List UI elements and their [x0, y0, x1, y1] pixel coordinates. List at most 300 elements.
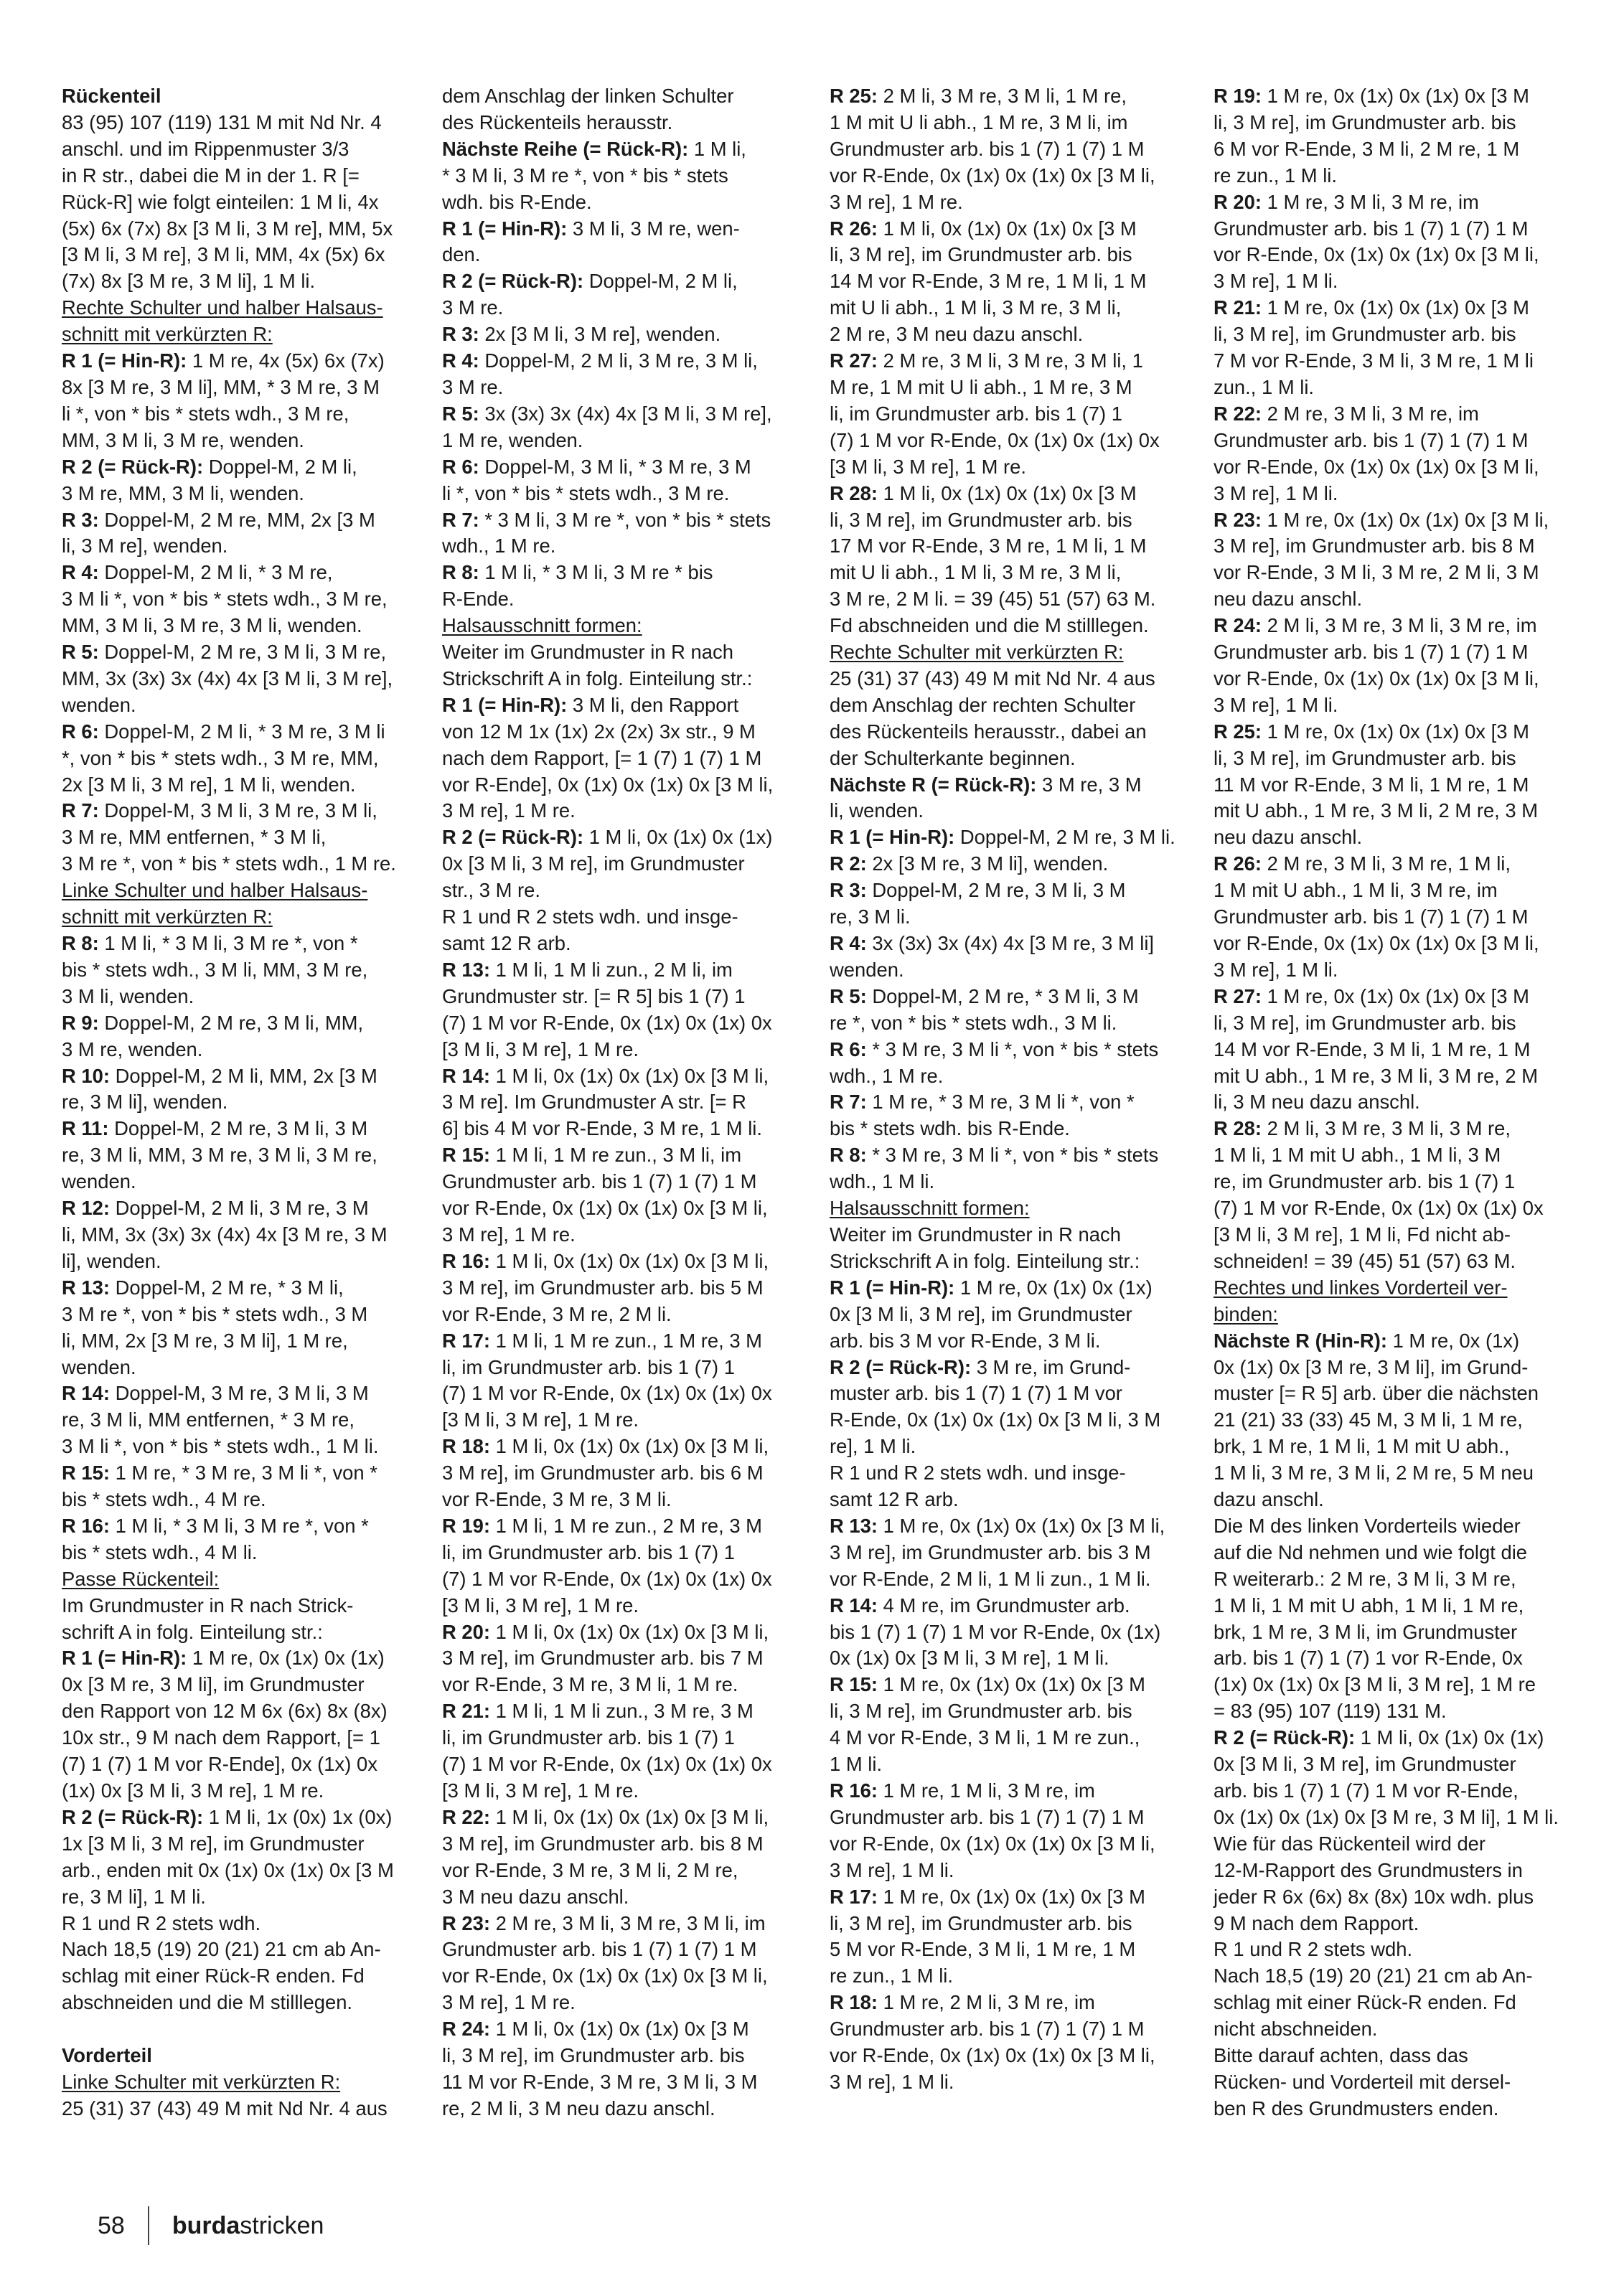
row-label: R 8: [442, 561, 479, 584]
text-line [442, 1116, 773, 1142]
line-text: samt 12 R arb. [442, 932, 571, 954]
line-text: 2x [3 M li, 3 M re], 1 M li, wenden. [62, 773, 356, 796]
line-text: 1 M li, 0x (1x) 0x (1x) 0x [3 M li, [489, 1064, 769, 1087]
line-text: den. [442, 243, 481, 266]
text-line [830, 1302, 1175, 1328]
line-text: Doppel-M, 3 M re, 3 M li, 3 M [109, 1382, 369, 1405]
text-line [442, 348, 773, 375]
row-label: R 1 (= Hin-R): [442, 693, 568, 716]
text-line [1214, 1328, 1559, 1355]
text-line [830, 163, 1175, 189]
row-label: R 6: [62, 720, 99, 743]
line-text: 3 M re], 1 M re. [442, 799, 576, 822]
line-text: (7x) 8x [3 M re, 3 M li], 1 M li. [62, 270, 316, 293]
line-text: 1 M re, 0x (1x) 0x (1x) 0x [3 M [1261, 984, 1529, 1007]
text-line [442, 189, 773, 216]
row-label: R 13: [442, 958, 490, 981]
text-line [830, 1037, 1175, 1063]
line-text: 1 M li, 1 M re zun., 3 M li, im [489, 1144, 742, 1167]
line-text: 1x [3 M li, 3 M re], im Grundmuster [62, 1832, 365, 1855]
text-line [830, 428, 1175, 454]
line-text: 3 M re], im Grundmuster arb. bis 5 M [442, 1276, 764, 1299]
line-text: brk, 1 M re, 3 M li, im Grundmuster [1214, 1620, 1518, 1643]
text-line [442, 639, 773, 666]
row-label: R 16: [830, 1779, 878, 1802]
line-text: li *, von * bis * stets wdh., 3 M re, [62, 402, 349, 425]
line-text: Grundmuster arb. bis 1 (7) 1 (7) 1 M [830, 2018, 1145, 2041]
line-text: 3 M re], 1 M re. [442, 1223, 576, 1246]
line-text: 1 M re, * 3 M re, 3 M li *, von * [866, 1091, 1135, 1114]
line-text: Doppel-M, 2 M re, 3 M li, 3 M [108, 1117, 368, 1140]
line-text: 1 M li, 0x (1x) 0x (1x) [1355, 1726, 1544, 1749]
line-text: 3 M re], 1 M li. [1214, 958, 1338, 981]
line-text: Grundmuster str. [= R 5] bis 1 (7) 1 [442, 984, 746, 1007]
line-text: 4 M re, im Grundmuster arb. [877, 1594, 1130, 1617]
line-text: bis * stets wdh., 3 M li, MM, 3 M re, [62, 958, 368, 981]
line-text: 1 M li, 3 M re, 3 M li, 2 M re, 5 M neu [1214, 1462, 1534, 1485]
text-line [442, 613, 773, 639]
line-text: li, 3 M re], wenden. [62, 535, 228, 557]
line-text: 1 M li. [830, 1753, 883, 1776]
line-text: von 12 M 1x (1x) 2x (2x) 3x str., 9 M [442, 720, 756, 743]
text-line [830, 851, 1175, 878]
text-line [442, 1778, 773, 1805]
row-label: R 26: [1214, 852, 1262, 875]
text-line [62, 1434, 396, 1460]
line-text: 25 (31) 37 (43) 49 M mit Nd Nr. 4 aus [62, 2097, 388, 2119]
line-text: 3 M re], im Grundmuster arb. bis 6 M [442, 1462, 764, 1485]
line-text: wenden. [830, 958, 904, 981]
line-text: 1 M li, * 3 M li, 3 M re * bis [479, 561, 713, 584]
text-line [442, 507, 773, 534]
line-text: 1 M re, * 3 M re, 3 M li *, von * [109, 1462, 377, 1485]
text-line [62, 1778, 396, 1805]
line-text: li, 3 M re], im Grundmuster arb. bis [1214, 323, 1516, 346]
line-text: 1 M re, 0x (1x) 0x (1x) 0x [3 M [1261, 85, 1529, 107]
line-text: * 3 M re, 3 M li *, von * bis * stets [866, 1144, 1159, 1167]
text-line [1214, 1248, 1559, 1275]
text-line [1214, 1751, 1559, 1778]
text-line [830, 878, 1175, 904]
text-line [830, 798, 1175, 824]
line-text: arb., enden mit 0x (1x) 0x (1x) 0x [3 M [62, 1858, 394, 1881]
text-line [830, 481, 1175, 507]
line-text: Grundmuster arb. bis 1 (7) 1 (7) 1 M [1214, 905, 1529, 928]
line-text: Doppel-M, 3 M li, * 3 M re, 3 M [479, 455, 751, 478]
text-line [1214, 1407, 1559, 1434]
row-label: R 2 (= Rück-R): [442, 826, 584, 849]
text-line [62, 1142, 396, 1169]
line-text: Doppel-M, 2 M re, 3 M li. [954, 826, 1175, 849]
text-line [62, 1169, 396, 1195]
text-line [442, 375, 773, 401]
row-label: R 15: [442, 1144, 490, 1167]
text-line [830, 110, 1175, 136]
line-text: (7) 1 M vor R-Ende, 0x (1x) 0x (1x) 0x [1214, 1197, 1544, 1220]
text-line [62, 1937, 396, 1963]
line-text: Linke Schulter und halber Halsaus- [62, 879, 368, 902]
line-text: li, im Grundmuster arb. bis 1 (7) 1 [442, 1540, 735, 1563]
line-text: 3 M re]. Im Grundmuster A str. [= R [442, 1091, 746, 1114]
text-line [442, 1645, 773, 1672]
line-text: [3 M li, 3 M re], 1 M li, Fd nicht ab- [1214, 1223, 1511, 1246]
line-text: *, von * bis * stets wdh., 3 M re, MM, [62, 746, 379, 769]
text-line [442, 163, 773, 189]
line-text: vor R-Ende, 3 M re, 3 M li, 2 M re, [442, 1858, 738, 1881]
text-line [442, 1063, 773, 1090]
text-line [1214, 1355, 1559, 1381]
text-line [442, 1672, 773, 1698]
line-text: Linke Schulter mit verkürzten R: [62, 2070, 341, 2093]
text-line [442, 1460, 773, 1487]
line-text: re *, von * bis * stets wdh., 3 M li. [830, 1011, 1117, 1034]
line-text: mit U li abh., 1 M li, 3 M re, 3 M li, [830, 296, 1122, 319]
text-line [442, 1248, 773, 1275]
text-line [442, 1805, 773, 1831]
line-text: 3 M re], 1 M li. [830, 1858, 954, 1881]
text-line [62, 1858, 396, 1884]
text-line [1214, 1911, 1559, 1937]
text-line [1214, 83, 1559, 110]
line-text: Rücken- und Vorderteil mit dersel- [1214, 2070, 1511, 2093]
line-text: re zun., 1 M li. [1214, 164, 1338, 187]
text-line [1214, 1672, 1559, 1698]
line-text: R 1 und R 2 stets wdh. [62, 1911, 261, 1934]
text-line [62, 1302, 396, 1328]
text-line [442, 692, 773, 719]
text-line [62, 2096, 396, 2122]
text-line [1214, 136, 1559, 163]
text-line [1214, 745, 1559, 772]
line-text: samt 12 R arb. [830, 1488, 959, 1511]
text-line [442, 666, 773, 692]
line-text: li, im Grundmuster arb. bis 1 (7) 1 [442, 1355, 735, 1378]
line-text: Strickschrift A in folg. Einteilung str.: [830, 1249, 1140, 1272]
line-text: (1x) 0x [3 M li, 3 M re], 1 M re. [62, 1779, 324, 1802]
text-line [62, 1460, 396, 1487]
text-line [442, 1593, 773, 1619]
line-text: 1 M re, 0x (1x) 0x (1x) [187, 1647, 385, 1670]
row-label: R 15: [62, 1462, 110, 1485]
line-text: 1 M re, 0x (1x) 0x (1x) 0x [3 M li, [1261, 508, 1549, 531]
row-label: R 20: [442, 1620, 490, 1643]
text-line [1214, 1884, 1559, 1911]
line-text: Doppel-M, 2 M re, 3 M li, MM, [98, 1011, 364, 1034]
text-line [1214, 242, 1559, 268]
text-line [830, 1116, 1175, 1142]
row-label: R 1 (= Hin-R): [62, 349, 187, 372]
line-text: vor R-Ende, 0x (1x) 0x (1x) 0x [3 M li, [1214, 667, 1539, 690]
line-text: (5x) 6x (7x) 8x [3 M li, 3 M re], MM, 5x [62, 217, 393, 240]
text-line [442, 1963, 773, 1990]
line-text: 3 M li *, von * bis * stets wdh., 3 M re, [62, 588, 388, 611]
text-line [1214, 824, 1559, 851]
line-text: bis * stets wdh., 4 M re. [62, 1488, 266, 1511]
line-text: 3 M re, MM entfernen, * 3 M li, [62, 826, 327, 849]
line-text: Halsausschnitt formen: [442, 614, 642, 637]
line-text: 3 M re], im Grundmuster arb. bis 8 M [442, 1832, 764, 1855]
line-text: vor R-Ende, 0x (1x) 0x (1x) 0x [3 M li, [442, 1965, 768, 1987]
brand-light: stricken [240, 2211, 324, 2239]
text-line [62, 931, 396, 957]
text-line [62, 1116, 396, 1142]
text-line [442, 401, 773, 428]
text-line [1214, 613, 1559, 639]
line-text: bis * stets wdh. bis R-Ende. [830, 1117, 1070, 1140]
row-label: R 1 (= Hin-R): [830, 1276, 955, 1299]
line-text: schneiden! = 39 (45) 51 (57) 63 M. [1214, 1249, 1516, 1272]
text-line [62, 613, 396, 639]
text-line [830, 719, 1175, 745]
line-text: 2 M li, 3 M re, 3 M li, 3 M re, im [1261, 614, 1537, 637]
row-label: R 18: [442, 1435, 490, 1458]
row-label: R 20: [1214, 190, 1262, 213]
row-label: R 4: [62, 561, 99, 584]
row-label: R 16: [62, 1514, 110, 1537]
line-text: li], wenden. [62, 1249, 161, 1272]
text-line [1214, 1513, 1559, 1540]
row-label: R 3: [442, 323, 479, 346]
text-line [62, 1248, 396, 1275]
line-text: wdh., 1 M li. [830, 1170, 935, 1193]
text-line [62, 1725, 396, 1751]
text-line [442, 1089, 773, 1116]
text-line [1214, 1380, 1559, 1407]
line-text: 3 M re], 1 M li. [1214, 693, 1338, 716]
text-line [830, 189, 1175, 216]
text-line [62, 1805, 396, 1831]
line-text: 1 M re, 0x (1x) 0x (1x) 0x [3 M [1261, 720, 1529, 743]
text-line [1214, 216, 1559, 243]
line-text: re, im Grundmuster arb. bis 1 (7) 1 [1214, 1170, 1516, 1193]
text-line [830, 772, 1175, 799]
row-label: R 22: [1214, 402, 1262, 425]
line-text: Doppel-M, 2 M li, 3 M re, 3 M li, [479, 349, 758, 372]
line-text: Rechte Schulter mit verkürzten R: [830, 641, 1124, 664]
line-text: 3 M re], 1 M re. [830, 190, 963, 213]
text-line [830, 692, 1175, 719]
line-text: re], 1 M li. [830, 1435, 916, 1458]
text-line [62, 1010, 396, 1037]
text-line [830, 1645, 1175, 1672]
line-text: bis * stets wdh., 4 M li. [62, 1540, 258, 1563]
row-label: R 5: [442, 402, 479, 425]
line-text: 3 M re], 1 M re. [442, 1991, 576, 2014]
line-text: MM, 3 M li, 3 M re, 3 M li, wenden. [62, 614, 362, 637]
text-line [62, 481, 396, 507]
line-text: wenden. [62, 693, 136, 716]
text-line [62, 1195, 396, 1222]
line-text: Doppel-M, 2 M li, * 3 M re, 3 M li [98, 720, 385, 743]
text-line [1214, 1645, 1559, 1672]
line-text: Die M des linken Vorderteils wieder [1214, 1514, 1521, 1537]
line-text: 0x [3 M li, 3 M re], im Grundmuster [442, 852, 745, 875]
row-label: R 23: [1214, 508, 1262, 531]
row-label: R 7: [442, 508, 479, 531]
line-text: nicht abschneiden. [1214, 2018, 1378, 2041]
line-text: 8x [3 M re, 3 M li], MM, * 3 M re, 3 M [62, 375, 380, 398]
text-line [1214, 1302, 1559, 1328]
line-text: ben R des Grundmusters enden. [1214, 2097, 1499, 2119]
text-line [62, 401, 396, 428]
text-line [830, 1619, 1175, 1646]
text-line [62, 2069, 396, 2096]
text-line [62, 560, 396, 586]
row-label: R 15: [830, 1673, 878, 1696]
text-line [442, 1328, 773, 1355]
text-line [442, 1566, 773, 1593]
line-text: vor R-Ende, 0x (1x) 0x (1x) 0x [3 M li, [830, 2044, 1155, 2067]
text-line [62, 1513, 396, 1540]
line-text: neu dazu anschl. [1214, 588, 1363, 611]
text-line [1214, 1195, 1559, 1222]
text-line [830, 1169, 1175, 1195]
page-footer [98, 2204, 324, 2247]
text-line [62, 1963, 396, 1990]
text-line [830, 1566, 1175, 1593]
text-line [1214, 984, 1559, 1010]
text-line [442, 242, 773, 268]
line-text: muster arb. bis 1 (7) 1 (7) 1 M vor [830, 1382, 1122, 1405]
line-text: den Rapport von 12 M 6x (6x) 8x (8x) [62, 1700, 388, 1723]
line-text: Doppel-M, 3 M li, 3 M re, 3 M li, [98, 799, 377, 822]
text-line [442, 851, 773, 878]
text-line [1214, 1725, 1559, 1751]
row-label: R 23: [442, 1911, 490, 1934]
line-text: jeder R 6x (6x) 8x (8x) 10x wdh. plus [1214, 1885, 1534, 1908]
line-text: * 3 M li, 3 M re *, von * bis * stets [442, 164, 728, 187]
line-text: Grundmuster arb. bis 1 (7) 1 (7) 1 M [442, 1170, 757, 1193]
line-text: mit U li abh., 1 M li, 3 M re, 3 M li, [830, 561, 1122, 584]
line-text: 14 M vor R-Ende, 3 M re, 1 M li, 1 M [830, 270, 1147, 293]
line-text: 3 M re], 1 M li. [830, 2070, 954, 2093]
text-line [62, 1222, 396, 1248]
text-line [62, 745, 396, 772]
line-text: 1 M li, 0x (1x) 0x (1x) [583, 826, 773, 849]
row-label: R 24: [1214, 614, 1262, 637]
text-line [830, 1858, 1175, 1884]
text-line [830, 533, 1175, 560]
text-line [1214, 692, 1559, 719]
line-text: 1 M re, 0x (1x) [1386, 1329, 1520, 1352]
text-line [442, 957, 773, 984]
text-line [62, 904, 396, 931]
text-column-3 [830, 83, 1175, 2096]
row-label: R 1 (= Hin-R): [442, 217, 568, 240]
text-line [830, 242, 1175, 268]
line-text: 25 (31) 37 (43) 49 M mit Nd Nr. 4 aus [830, 667, 1155, 690]
text-line [62, 1407, 396, 1434]
line-text: Halsausschnitt formen: [830, 1197, 1030, 1220]
line-text: Passe Rückenteil: [62, 1567, 220, 1590]
row-label: R 6: [830, 1038, 867, 1060]
text-line [62, 1911, 396, 1937]
text-line [830, 321, 1175, 348]
text-line [1214, 1487, 1559, 1513]
row-label: R 3: [830, 879, 867, 902]
line-text: 6 M vor R-Ende, 3 M li, 2 M re, 1 M [1214, 137, 1520, 160]
text-line [1214, 1619, 1559, 1646]
text-line [1214, 454, 1559, 481]
line-text: auf die Nd nehmen und wie folgt die [1214, 1540, 1528, 1563]
text-line [62, 533, 396, 560]
line-text: Grundmuster arb. bis 1 (7) 1 (7) 1 M [1214, 217, 1529, 240]
line-text: 2 M re, 3 M neu dazu anschl. [830, 323, 1084, 346]
magazine-brand [172, 2212, 324, 2240]
text-line [1214, 1566, 1559, 1593]
text-line [442, 878, 773, 904]
line-text: li, MM, 2x [3 M re, 3 M li], 1 M re, [62, 1329, 348, 1352]
row-label: R 5: [830, 984, 867, 1007]
row-label: R 2: [830, 852, 867, 875]
line-text: li, 3 M re], im Grundmuster arb. bis [1214, 110, 1516, 133]
line-text: 1 M re, 0x (1x) 0x (1x) 0x [3 M li, [877, 1514, 1165, 1537]
line-text: 3x (3x) 3x (4x) 4x [3 M re, 3 M li] [866, 932, 1155, 954]
text-line [442, 1487, 773, 1513]
line-text: li, im Grundmuster arb. bis 1 (7) 1 [830, 402, 1122, 425]
row-label: R 8: [62, 932, 99, 954]
text-line [1214, 851, 1559, 878]
text-line [830, 1540, 1175, 1566]
line-text: 2 M re, 3 M li, 3 M re, im [1261, 402, 1479, 425]
text-line [1214, 666, 1559, 692]
text-line [62, 984, 396, 1010]
text-line [1214, 1434, 1559, 1460]
text-line [830, 295, 1175, 321]
line-text: 0x [3 M li, 3 M re], im Grundmuster [830, 1302, 1132, 1325]
row-label: R 19: [442, 1514, 490, 1537]
text-line [442, 719, 773, 745]
line-text: li, 3 M re], im Grundmuster arb. bis [830, 1700, 1132, 1723]
text-line [442, 428, 773, 454]
text-line [442, 1142, 773, 1169]
line-text: 1 M li, 0x (1x) 0x (1x) 0x [3 M [877, 481, 1137, 504]
text-line [442, 1698, 773, 1725]
text-line [830, 1142, 1175, 1169]
text-line [442, 216, 773, 243]
line-text: R-Ende, 0x (1x) 0x (1x) 0x [3 M li, 3 M [830, 1408, 1161, 1431]
line-text: = 83 (95) 107 (119) 131 M. [1214, 1700, 1447, 1723]
text-line [62, 878, 396, 904]
text-line [442, 1275, 773, 1302]
text-line [830, 1672, 1175, 1698]
line-text: 21 (21) 33 (33) 45 M, 3 M li, 1 M re, [1214, 1408, 1523, 1431]
text-line [1214, 1698, 1559, 1725]
text-line [830, 904, 1175, 931]
text-line [442, 1169, 773, 1195]
line-text: dazu anschl. [1214, 1488, 1324, 1511]
text-line [1214, 1858, 1559, 1884]
line-text: 1 M li, 1 M re zun., 1 M re, 3 M [489, 1329, 762, 1352]
text-line [62, 1063, 396, 1090]
line-text: 1 M li, 0x (1x) 0x (1x) 0x [3 M li, [489, 1249, 769, 1272]
text-line [830, 1884, 1175, 1911]
line-text: der Schulterkante beginnen. [830, 746, 1076, 769]
line-text: re, 2 M li, 3 M neu dazu anschl. [442, 2097, 715, 2119]
row-label: R 26: [830, 217, 878, 240]
line-text: li, wenden. [830, 799, 924, 822]
line-text: 3 M re. [442, 375, 504, 398]
line-text: [3 M li, 3 M re], 1 M re. [442, 1038, 639, 1060]
text-line [1214, 507, 1559, 534]
text-line [442, 295, 773, 321]
line-text: li, MM, 3x (3x) 3x (4x) 4x [3 M re, 3 M [62, 1223, 388, 1246]
line-text: 3 M neu dazu anschl. [442, 1885, 629, 1908]
text-line [442, 931, 773, 957]
line-text: nach dem Rapport, [= 1 (7) 1 (7) 1 M [442, 746, 762, 769]
text-line [830, 1805, 1175, 1831]
text-line [62, 1645, 396, 1672]
